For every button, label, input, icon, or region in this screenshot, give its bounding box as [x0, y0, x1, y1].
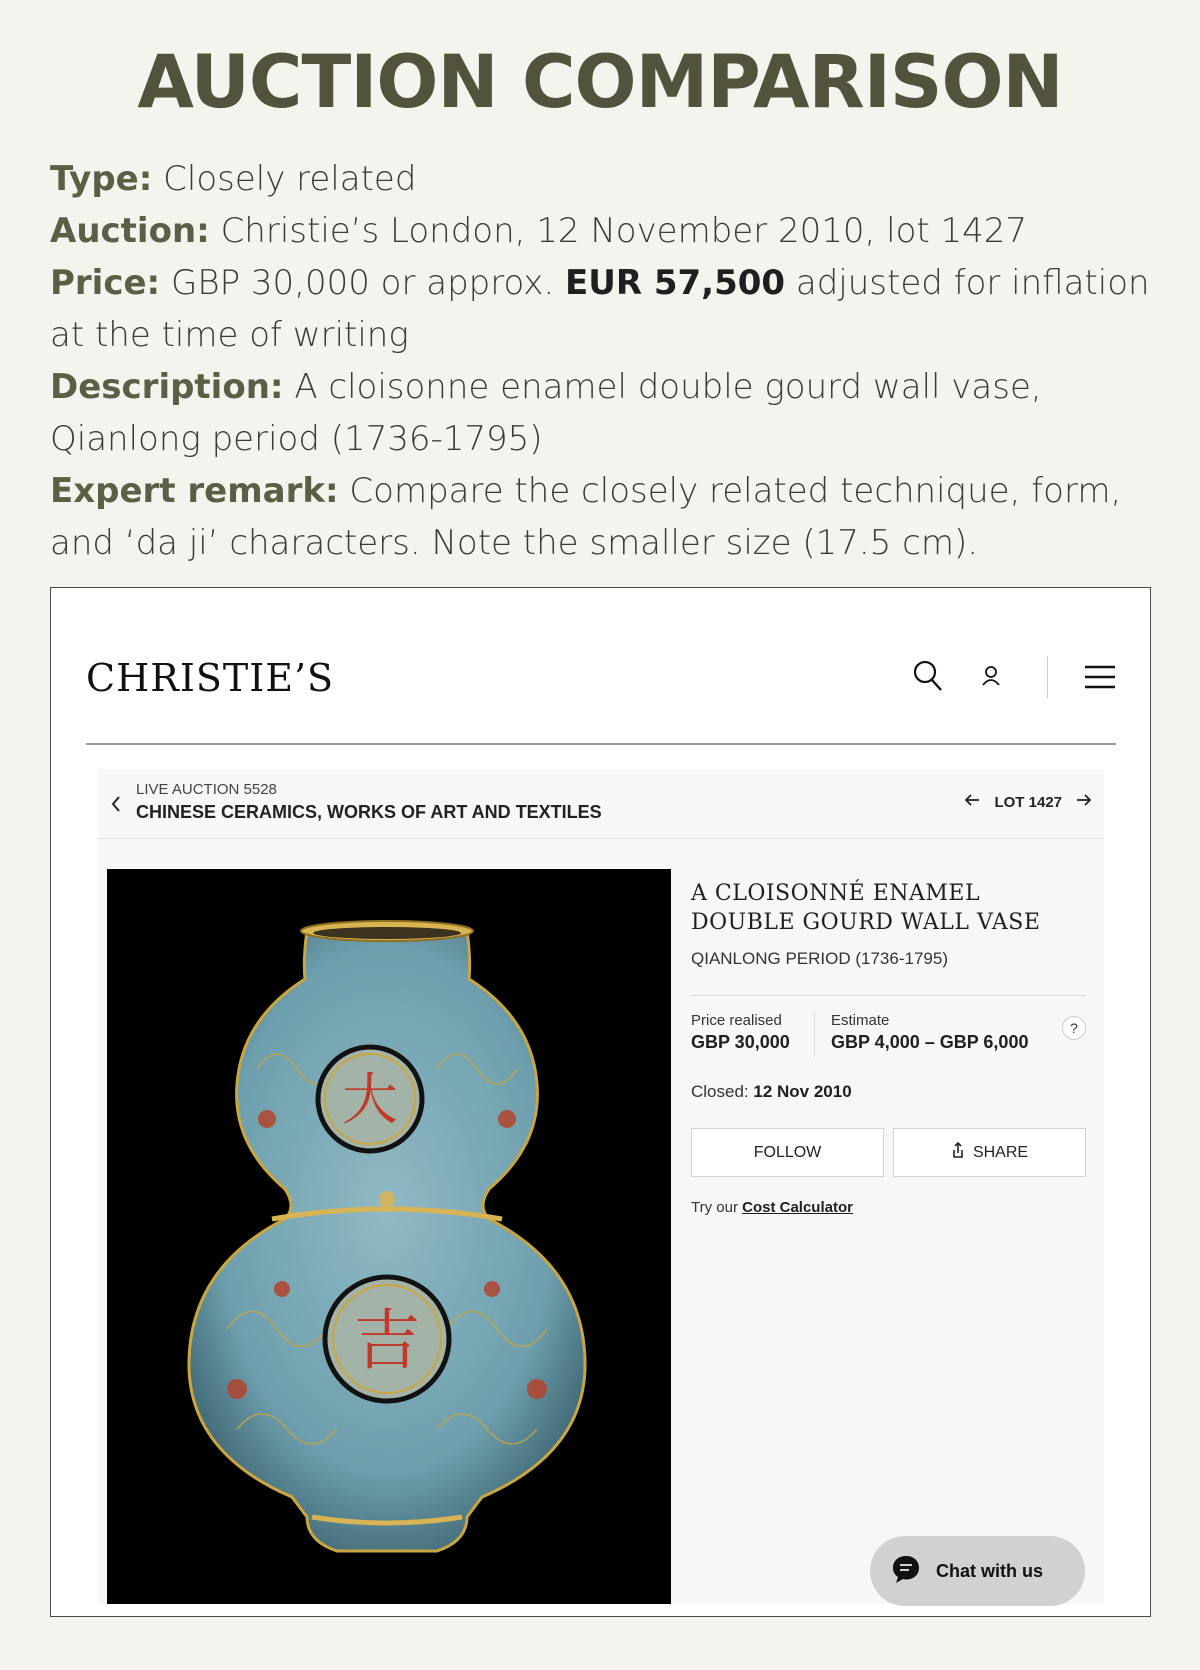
comparison-info — [50, 153, 1160, 569]
search-icon[interactable] — [913, 660, 943, 696]
lot-details — [691, 879, 1086, 1216]
chat-label: Chat with us — [936, 1560, 1043, 1581]
price-eur-value: EUR 57,500 — [564, 263, 786, 303]
auction-label: Auction: — [50, 211, 210, 251]
closed-label: Closed: — [691, 1082, 749, 1101]
page-title: AUCTION COMPARISON — [137, 40, 1063, 125]
price-note: adjusted for inflation at the time of writing — [50, 263, 1150, 355]
closed-date — [691, 1082, 1086, 1102]
auction-screenshot — [50, 587, 1151, 1617]
type-line — [50, 153, 1160, 205]
cost-calculator-line — [691, 1199, 1086, 1216]
price-block — [691, 1012, 1086, 1058]
closed-value: 12 Nov 2010 — [753, 1082, 852, 1101]
chevron-left-icon[interactable] — [110, 795, 122, 817]
menu-icon[interactable] — [1085, 664, 1115, 694]
details-divider — [691, 995, 1086, 996]
header-rule — [86, 743, 1116, 745]
chat-button[interactable] — [870, 1536, 1085, 1606]
lot-panel — [98, 769, 1104, 1604]
follow-button[interactable] — [691, 1128, 884, 1177]
price-realised-label: Price realised — [691, 1012, 782, 1029]
remark-line — [50, 465, 1160, 569]
description-value: A cloisonne enamel double gourd wall vase, Qianlong period (1736-1795) — [50, 367, 1042, 459]
auction-line — [50, 205, 1160, 257]
estimate — [831, 1012, 1028, 1053]
lot-title: A CLOISONNÉ ENAMEL DOUBLE GOURD WALL VASE — [691, 881, 1041, 935]
lot-navigation — [964, 793, 1092, 811]
ji-character: 吉 — [354, 1302, 420, 1379]
share-button[interactable] — [893, 1128, 1086, 1177]
chat-icon — [890, 1553, 922, 1590]
type-label: Type: — [50, 159, 153, 199]
cost-calculator-link[interactable]: Cost Calculator — [742, 1199, 853, 1216]
remark-label: Expert remark: — [50, 471, 339, 511]
price-realised-value: GBP 30,000 — [691, 1032, 790, 1052]
sale-label[interactable]: LIVE AUCTION 5528 — [136, 781, 277, 798]
breadcrumb — [98, 769, 1104, 839]
share-label: SHARE — [972, 1143, 1029, 1161]
arrow-right-icon[interactable] — [1076, 793, 1092, 811]
price-label: Price: — [50, 263, 161, 303]
arrow-left-icon[interactable] — [964, 793, 980, 811]
sale-title[interactable]: CHINESE CERAMICS, WORKS OF ART AND TEXTILES — [136, 802, 602, 822]
lot-number: LOT 1427 — [994, 793, 1062, 811]
header-divider — [1047, 656, 1048, 698]
estimate-value: GBP 4,000 – GBP 6,000 — [831, 1032, 1029, 1052]
action-buttons — [691, 1128, 1086, 1177]
remark-value: Compare the closely related technique, form, and ‘da ji’ characters. Note the smaller size (17.5 cm). — [50, 471, 1122, 563]
price-divider — [814, 1012, 815, 1058]
price-value: GBP 30,000 or approx. — [170, 263, 555, 303]
calc-prefix: Try our — [691, 1199, 738, 1216]
description-label: Description: — [50, 367, 284, 407]
share-icon — [951, 1142, 965, 1163]
follow-label: FOLLOW — [753, 1143, 822, 1161]
auction-value: Christie’s London, 12 November 2010, lot 1427 — [220, 211, 1028, 251]
price-line — [50, 257, 1160, 361]
lot-image[interactable] — [107, 869, 671, 1604]
christies-logo[interactable]: CHRISTIE’S — [86, 656, 335, 700]
description-line — [50, 361, 1160, 465]
lot-subtitle: QIANLONG PERIOD (1736-1795) — [691, 949, 948, 968]
price-realised — [691, 1012, 790, 1053]
type-value: Closely related — [163, 159, 417, 199]
estimate-label: Estimate — [831, 1012, 890, 1029]
help-icon[interactable]: ? — [1062, 1016, 1086, 1040]
da-character: 大 — [342, 1068, 398, 1133]
account-icon[interactable] — [981, 664, 1001, 692]
